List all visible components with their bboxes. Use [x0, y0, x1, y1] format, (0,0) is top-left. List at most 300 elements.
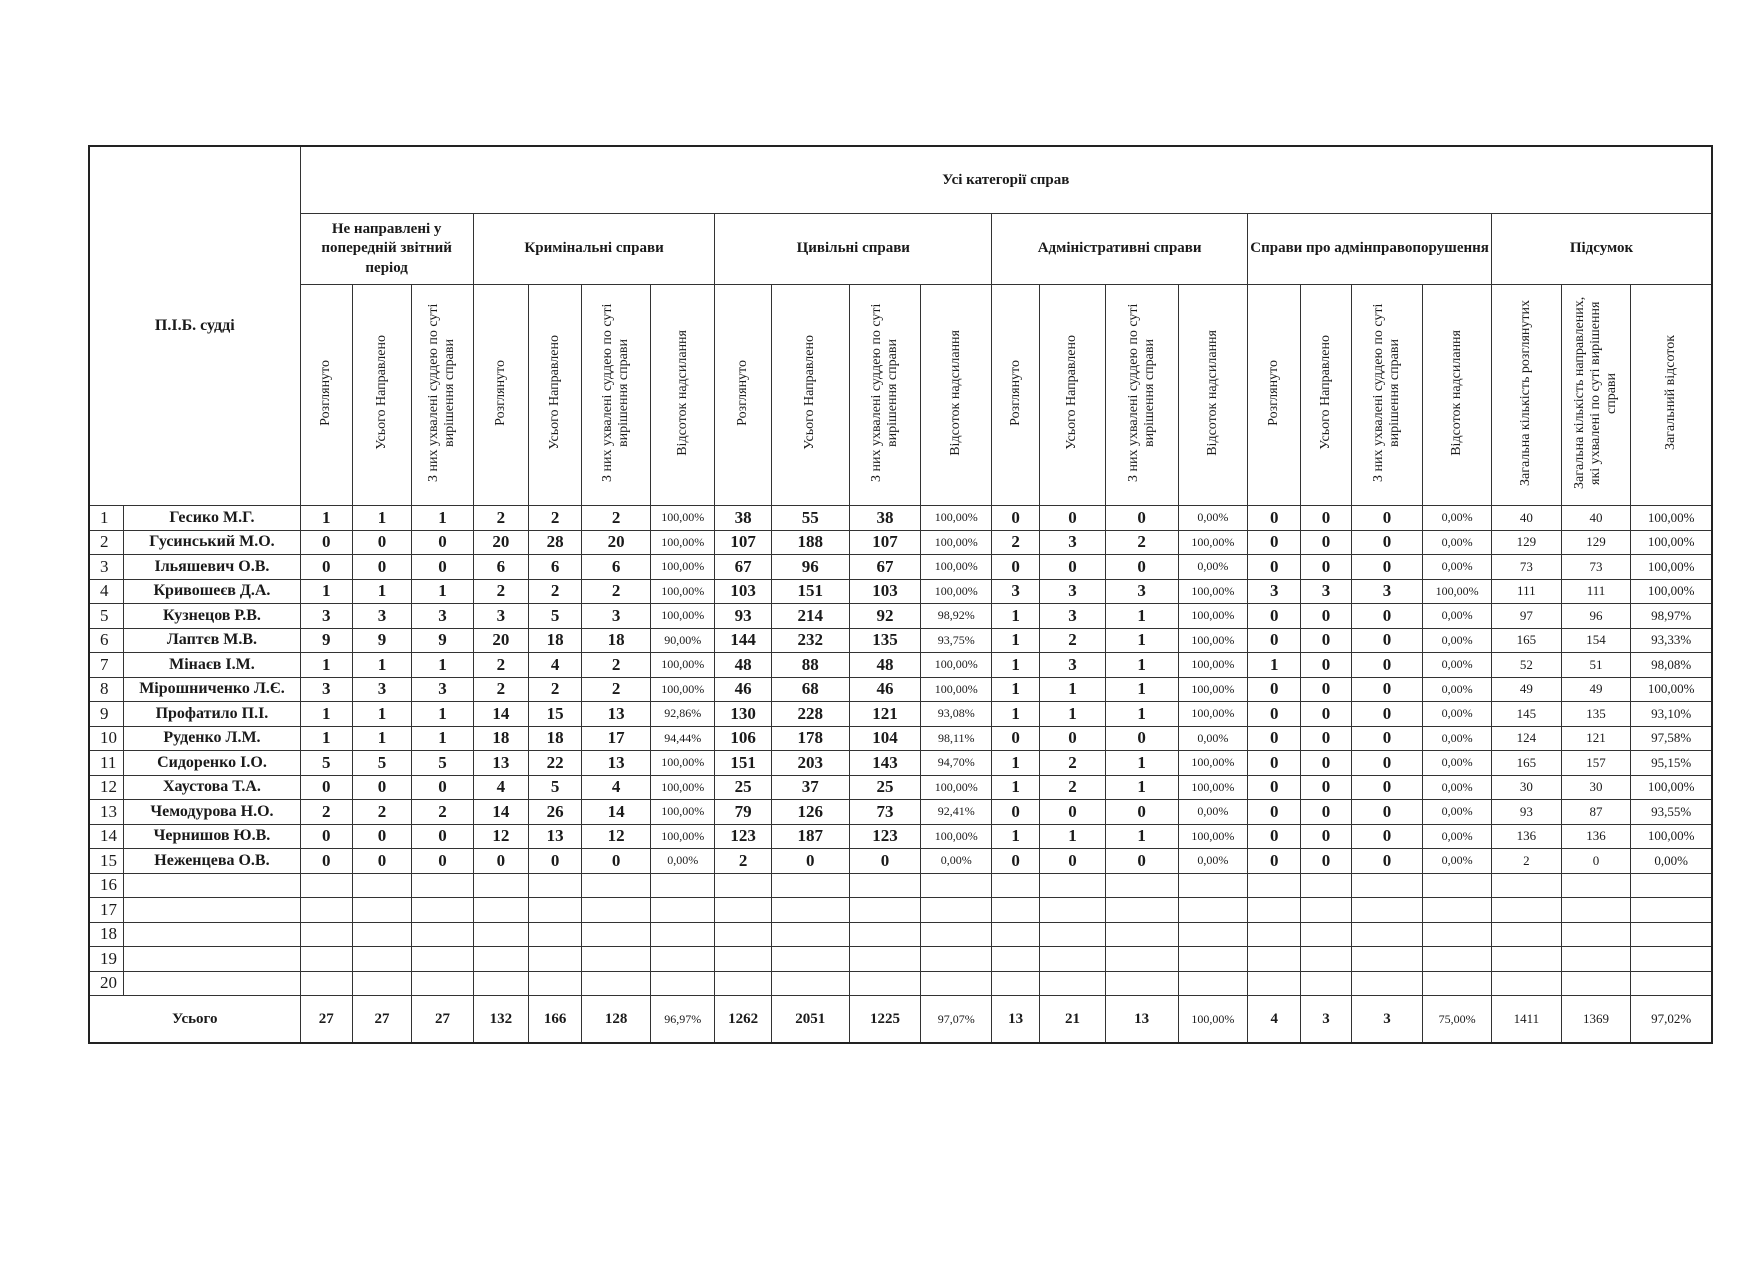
row-number: 5 — [89, 604, 124, 629]
table-cell: 93 — [1492, 800, 1562, 825]
table-cell — [1423, 898, 1492, 923]
row-number: 15 — [89, 849, 124, 874]
table-cell: 0 — [1351, 628, 1423, 653]
table-cell: 0,00% — [1178, 726, 1248, 751]
table-cell: 38 — [849, 506, 921, 531]
table-cell: 1 — [1040, 824, 1106, 849]
table-cell: 52 — [1492, 653, 1562, 678]
table-cell: 5 — [412, 751, 473, 776]
table-cell — [921, 947, 992, 972]
table-cell: 2 — [300, 800, 352, 825]
table-cell: 1 — [992, 751, 1040, 776]
table-cell: 0 — [582, 849, 651, 874]
table-cell: 3 — [1248, 579, 1301, 604]
table-cell: 1 — [1040, 702, 1106, 727]
table-cell: 100,00% — [1631, 530, 1712, 555]
total-cell: 27 — [352, 996, 411, 1044]
table-cell: 1 — [992, 604, 1040, 629]
table-cell — [473, 873, 528, 898]
table-cell: 17 — [582, 726, 651, 751]
table-cell: 26 — [529, 800, 582, 825]
table-row — [89, 677, 1712, 702]
total-cell: 13 — [1105, 996, 1178, 1044]
table-cell: 3 — [412, 677, 473, 702]
judges-statistics-table — [88, 145, 1713, 1044]
table-cell: 0,00% — [1423, 506, 1492, 531]
table-cell: 100,00% — [1631, 775, 1712, 800]
table-cell: 1 — [1105, 824, 1178, 849]
table-cell: 12 — [473, 824, 528, 849]
table-cell: 100,00% — [650, 604, 715, 629]
table-cell: 0 — [1351, 702, 1423, 727]
table-cell: 94,44% — [650, 726, 715, 751]
table-cell: 0 — [300, 530, 352, 555]
table-cell: 1 — [1105, 751, 1178, 776]
row-number: 7 — [89, 653, 124, 678]
table-cell — [412, 971, 473, 996]
table-cell — [1561, 922, 1631, 947]
table-cell: 25 — [849, 775, 921, 800]
table-cell: 40 — [1561, 506, 1631, 531]
table-cell: 100,00% — [1631, 579, 1712, 604]
table-cell: 0 — [1040, 726, 1106, 751]
table-cell: 100,00% — [921, 506, 992, 531]
table-cell: 90,00% — [650, 628, 715, 653]
column-header-not-sent-1 — [300, 285, 352, 506]
table-row — [89, 702, 1712, 727]
table-cell: 0 — [992, 849, 1040, 874]
column-header-administrative-3 — [1105, 285, 1178, 506]
table-cell: 1 — [992, 677, 1040, 702]
table-cell — [1423, 873, 1492, 898]
table-cell: 111 — [1492, 579, 1562, 604]
table-cell — [1631, 922, 1712, 947]
table-cell: 2 — [992, 530, 1040, 555]
total-cell: 3 — [1351, 996, 1423, 1044]
table-cell: 25 — [715, 775, 771, 800]
table-cell: 0,00% — [1178, 800, 1248, 825]
table-cell: 98,97% — [1631, 604, 1712, 629]
judge-name: Мінаєв І.М. — [124, 653, 300, 678]
table-cell: 48 — [715, 653, 771, 678]
table-cell: 3 — [300, 604, 352, 629]
table-cell: 2 — [582, 506, 651, 531]
table-cell: 0 — [1248, 604, 1301, 629]
table-cell: 126 — [771, 800, 849, 825]
total-cell: 128 — [582, 996, 651, 1044]
table-cell: 40 — [1492, 506, 1562, 531]
table-cell: 100,00% — [921, 775, 992, 800]
table-cell — [715, 947, 771, 972]
table-cell: 98,11% — [921, 726, 992, 751]
table-cell — [300, 971, 352, 996]
table-cell: 1 — [352, 702, 411, 727]
table-cell: 6 — [529, 555, 582, 580]
table-cell — [1040, 947, 1106, 972]
column-header-summary-3 — [1631, 285, 1712, 506]
table-row — [89, 604, 1712, 629]
table-cell — [300, 873, 352, 898]
table-cell: 100,00% — [1178, 653, 1248, 678]
column-header-label: Усього Направлено — [547, 335, 563, 450]
column-header-label: Усього Направлено — [1064, 335, 1080, 450]
table-cell — [1301, 947, 1351, 972]
judge-name: Кривошеєв Д.А. — [124, 579, 300, 604]
table-cell — [1631, 971, 1712, 996]
table-cell — [1351, 971, 1423, 996]
column-header-administrative-2 — [1040, 285, 1106, 506]
table-cell — [1301, 922, 1351, 947]
table-cell — [473, 922, 528, 947]
table-cell: 0 — [1248, 751, 1301, 776]
judge-name: Неженцева О.В. — [124, 849, 300, 874]
table-cell: 0,00% — [1178, 849, 1248, 874]
table-cell: 0,00% — [1423, 677, 1492, 702]
table-cell: 100,00% — [1178, 824, 1248, 849]
column-header-admin-offenses-3 — [1351, 285, 1423, 506]
group-header-not-sent: Не направлені у попередній звітний період — [300, 214, 473, 285]
judge-name — [124, 947, 300, 972]
table-cell — [849, 947, 921, 972]
table-cell: 100,00% — [921, 555, 992, 580]
table-cell: 187 — [771, 824, 849, 849]
table-cell: 0 — [1351, 775, 1423, 800]
table-cell: 1 — [1105, 653, 1178, 678]
judge-name: Руденко Л.М. — [124, 726, 300, 751]
table-cell: 0 — [1248, 849, 1301, 874]
table-cell — [1492, 947, 1562, 972]
table-cell — [1301, 971, 1351, 996]
table-row — [89, 530, 1712, 555]
table-cell: 13 — [582, 751, 651, 776]
group-header-civil: Цивільні справи — [715, 214, 992, 285]
table-cell: 46 — [715, 677, 771, 702]
column-header-label: З них ухвалені суддею по суті вирішення справи — [1125, 303, 1157, 482]
table-cell: 0 — [992, 800, 1040, 825]
column-header-label: З них ухвалені суддею по суті вирішення справи — [600, 303, 632, 482]
table-cell: 6 — [473, 555, 528, 580]
table-cell: 100,00% — [1178, 751, 1248, 776]
table-cell — [352, 873, 411, 898]
table-cell — [473, 898, 528, 923]
table-cell — [412, 873, 473, 898]
table-cell — [582, 873, 651, 898]
column-header-admin-offenses-4 — [1423, 285, 1492, 506]
total-cell: 1369 — [1561, 996, 1631, 1044]
row-number: 3 — [89, 555, 124, 580]
table-row — [89, 726, 1712, 751]
table-cell: 0 — [412, 530, 473, 555]
table-cell — [352, 971, 411, 996]
table-cell: 100,00% — [650, 530, 715, 555]
judge-name: Гусинський М.О. — [124, 530, 300, 555]
table-cell: 2 — [529, 506, 582, 531]
column-header-label: Усього Направлено — [373, 335, 389, 450]
table-cell: 2 — [473, 677, 528, 702]
row-number: 17 — [89, 898, 124, 923]
table-cell: 1 — [352, 726, 411, 751]
judge-name: Мірошниченко Л.Є. — [124, 677, 300, 702]
row-number: 10 — [89, 726, 124, 751]
table-cell: 100,00% — [921, 653, 992, 678]
table-cell — [771, 898, 849, 923]
table-cell: 3 — [352, 677, 411, 702]
table-cell: 123 — [715, 824, 771, 849]
table-cell: 100,00% — [650, 824, 715, 849]
table-cell: 20 — [473, 628, 528, 653]
table-cell: 3 — [1351, 579, 1423, 604]
column-header-administrative-1 — [992, 285, 1040, 506]
total-cell: 3 — [1301, 996, 1351, 1044]
table-cell: 0,00% — [1423, 726, 1492, 751]
table-cell: 93,75% — [921, 628, 992, 653]
total-cell: 132 — [473, 996, 528, 1044]
row-number: 19 — [89, 947, 124, 972]
group-header-admin-offenses: Справи про адмінправопорушення — [1248, 214, 1492, 285]
column-header-label: З них ухвалені суддею по суті вирішення справи — [868, 303, 901, 482]
table-cell: 136 — [1561, 824, 1631, 849]
total-cell: 4 — [1248, 996, 1301, 1044]
table-cell: 165 — [1492, 751, 1562, 776]
table-cell — [1423, 922, 1492, 947]
table-cell: 103 — [715, 579, 771, 604]
group-header-criminal: Кримінальні справи — [473, 214, 715, 285]
column-header-label: Розглянуто — [735, 359, 751, 426]
column-header-label: Загальна кількість направлених, які ухвалені по суті вирішення справи — [1571, 296, 1620, 489]
table-cell: 0 — [1105, 506, 1178, 531]
column-header-criminal-2 — [529, 285, 582, 506]
table-cell: 0,00% — [1423, 530, 1492, 555]
table-cell — [1040, 922, 1106, 947]
table-cell — [849, 922, 921, 947]
judge-name — [124, 873, 300, 898]
table-cell: 73 — [1492, 555, 1562, 580]
table-cell: 100,00% — [1423, 579, 1492, 604]
column-header-summary-1 — [1492, 285, 1562, 506]
table-cell — [1178, 947, 1248, 972]
row-number: 16 — [89, 873, 124, 898]
table-cell: 4 — [529, 653, 582, 678]
table-cell: 97 — [1492, 604, 1562, 629]
table-cell: 0 — [1301, 824, 1351, 849]
judge-name — [124, 898, 300, 923]
table-cell — [1248, 922, 1301, 947]
table-cell: 0 — [1105, 726, 1178, 751]
table-row — [89, 947, 1712, 972]
table-cell: 1 — [412, 653, 473, 678]
table-cell — [992, 971, 1040, 996]
judge-name — [124, 971, 300, 996]
table-cell: 67 — [849, 555, 921, 580]
table-cell: 3 — [412, 604, 473, 629]
table-cell: 6 — [582, 555, 651, 580]
table-cell: 0 — [1248, 628, 1301, 653]
table-cell: 0 — [1351, 506, 1423, 531]
table-cell: 2 — [473, 653, 528, 678]
table-cell: 100,00% — [1178, 775, 1248, 800]
report-sheet — [88, 145, 1713, 1044]
table-cell: 100,00% — [650, 555, 715, 580]
table-cell: 1 — [1105, 677, 1178, 702]
table-cell: 0 — [1351, 726, 1423, 751]
table-cell: 94,70% — [921, 751, 992, 776]
table-cell: 100,00% — [1178, 579, 1248, 604]
table-cell — [771, 873, 849, 898]
table-cell: 2 — [715, 849, 771, 874]
table-cell: 73 — [849, 800, 921, 825]
table-cell — [650, 898, 715, 923]
table-cell: 0 — [992, 555, 1040, 580]
table-cell: 0 — [1301, 604, 1351, 629]
table-cell: 0,00% — [650, 849, 715, 874]
table-cell — [992, 947, 1040, 972]
table-cell — [1351, 873, 1423, 898]
table-cell: 51 — [1561, 653, 1631, 678]
table-cell: 0 — [1351, 555, 1423, 580]
table-cell — [771, 947, 849, 972]
table-cell — [1423, 947, 1492, 972]
table-cell: 100,00% — [650, 751, 715, 776]
table-cell: 2 — [582, 677, 651, 702]
table-cell — [1178, 922, 1248, 947]
column-header-label: Розглянуто — [492, 359, 508, 426]
table-cell: 1 — [992, 824, 1040, 849]
table-cell — [921, 922, 992, 947]
table-cell: 0 — [352, 849, 411, 874]
table-cell — [1561, 873, 1631, 898]
column-header-criminal-3 — [582, 285, 651, 506]
column-header-criminal-1 — [473, 285, 528, 506]
table-cell: 79 — [715, 800, 771, 825]
table-cell: 100,00% — [1631, 555, 1712, 580]
table-cell — [650, 971, 715, 996]
table-cell: 0 — [473, 849, 528, 874]
table-cell — [1351, 947, 1423, 972]
table-cell: 2 — [412, 800, 473, 825]
table-cell: 1 — [1105, 604, 1178, 629]
table-cell: 0 — [412, 775, 473, 800]
table-cell — [771, 922, 849, 947]
table-cell: 0 — [1248, 677, 1301, 702]
table-cell: 15 — [529, 702, 582, 727]
column-header-civil-3 — [849, 285, 921, 506]
row-number: 20 — [89, 971, 124, 996]
table-cell: 93,10% — [1631, 702, 1712, 727]
table-cell — [412, 898, 473, 923]
table-cell: 100,00% — [921, 579, 992, 604]
table-cell: 2 — [529, 579, 582, 604]
table-cell — [650, 947, 715, 972]
table-cell — [352, 898, 411, 923]
table-cell: 0 — [352, 555, 411, 580]
total-cell: 27 — [300, 996, 352, 1044]
table-cell: 121 — [1561, 726, 1631, 751]
table-row — [89, 824, 1712, 849]
table-cell: 1 — [412, 702, 473, 727]
table-cell: 49 — [1561, 677, 1631, 702]
table-cell: 1 — [992, 775, 1040, 800]
table-cell: 0 — [1301, 751, 1351, 776]
table-cell: 100,00% — [650, 579, 715, 604]
table-cell: 28 — [529, 530, 582, 555]
table-cell: 107 — [715, 530, 771, 555]
column-header-label: Відсоток надсилання — [1449, 329, 1465, 456]
column-header-civil-1 — [715, 285, 771, 506]
table-cell — [582, 971, 651, 996]
table-cell: 0 — [1351, 653, 1423, 678]
table-cell: 0 — [300, 775, 352, 800]
judge-name: Чернишов Ю.В. — [124, 824, 300, 849]
table-cell: 0 — [1248, 775, 1301, 800]
table-row — [89, 971, 1712, 996]
table-cell: 30 — [1561, 775, 1631, 800]
table-cell: 13 — [582, 702, 651, 727]
column-header-label: Відсоток надсилання — [948, 329, 964, 456]
table-cell: 143 — [849, 751, 921, 776]
table-cell: 0 — [1301, 628, 1351, 653]
table-cell — [1561, 898, 1631, 923]
table-cell: 100,00% — [1178, 702, 1248, 727]
table-cell — [582, 898, 651, 923]
table-cell: 73 — [1561, 555, 1631, 580]
table-cell: 0 — [529, 849, 582, 874]
table-cell — [1492, 971, 1562, 996]
table-cell: 1 — [992, 653, 1040, 678]
total-cell: 97,02% — [1631, 996, 1712, 1044]
table-cell: 228 — [771, 702, 849, 727]
column-header-administrative-4 — [1178, 285, 1248, 506]
table-cell — [1631, 873, 1712, 898]
table-cell: 0 — [1301, 530, 1351, 555]
table-cell: 92,86% — [650, 702, 715, 727]
table-cell: 0 — [992, 506, 1040, 531]
table-cell: 0 — [992, 726, 1040, 751]
column-header-label: З них ухвалені суддею по суті вирішення справи — [1370, 303, 1402, 482]
table-cell — [1631, 898, 1712, 923]
column-header-criminal-4 — [650, 285, 715, 506]
table-cell — [1248, 971, 1301, 996]
table-cell — [1178, 873, 1248, 898]
table-cell: 3 — [1040, 653, 1106, 678]
row-number: 18 — [89, 922, 124, 947]
table-cell: 3 — [1301, 579, 1351, 604]
table-cell: 0 — [1351, 824, 1423, 849]
judge-name: Лаптєв М.В. — [124, 628, 300, 653]
column-header-label: З них ухвалені суддею по суті вирішення справи — [426, 303, 458, 482]
table-cell: 93,08% — [921, 702, 992, 727]
table-cell: 0 — [1105, 800, 1178, 825]
table-cell: 3 — [300, 677, 352, 702]
table-cell: 37 — [771, 775, 849, 800]
table-cell: 145 — [1492, 702, 1562, 727]
table-cell — [1040, 971, 1106, 996]
table-cell: 1 — [1105, 775, 1178, 800]
column-header-summary-2 — [1561, 285, 1631, 506]
table-cell: 0 — [849, 849, 921, 874]
table-cell: 100,00% — [1631, 677, 1712, 702]
row-number: 8 — [89, 677, 124, 702]
table-cell — [352, 947, 411, 972]
all-categories-header: Усі категорії справ — [300, 146, 1712, 214]
table-cell: 0 — [1040, 555, 1106, 580]
table-cell: 1 — [1105, 702, 1178, 727]
table-cell: 67 — [715, 555, 771, 580]
table-cell: 135 — [1561, 702, 1631, 727]
table-cell — [412, 922, 473, 947]
table-cell — [992, 922, 1040, 947]
table-cell: 0 — [1351, 677, 1423, 702]
total-cell: 97,07% — [921, 996, 992, 1044]
